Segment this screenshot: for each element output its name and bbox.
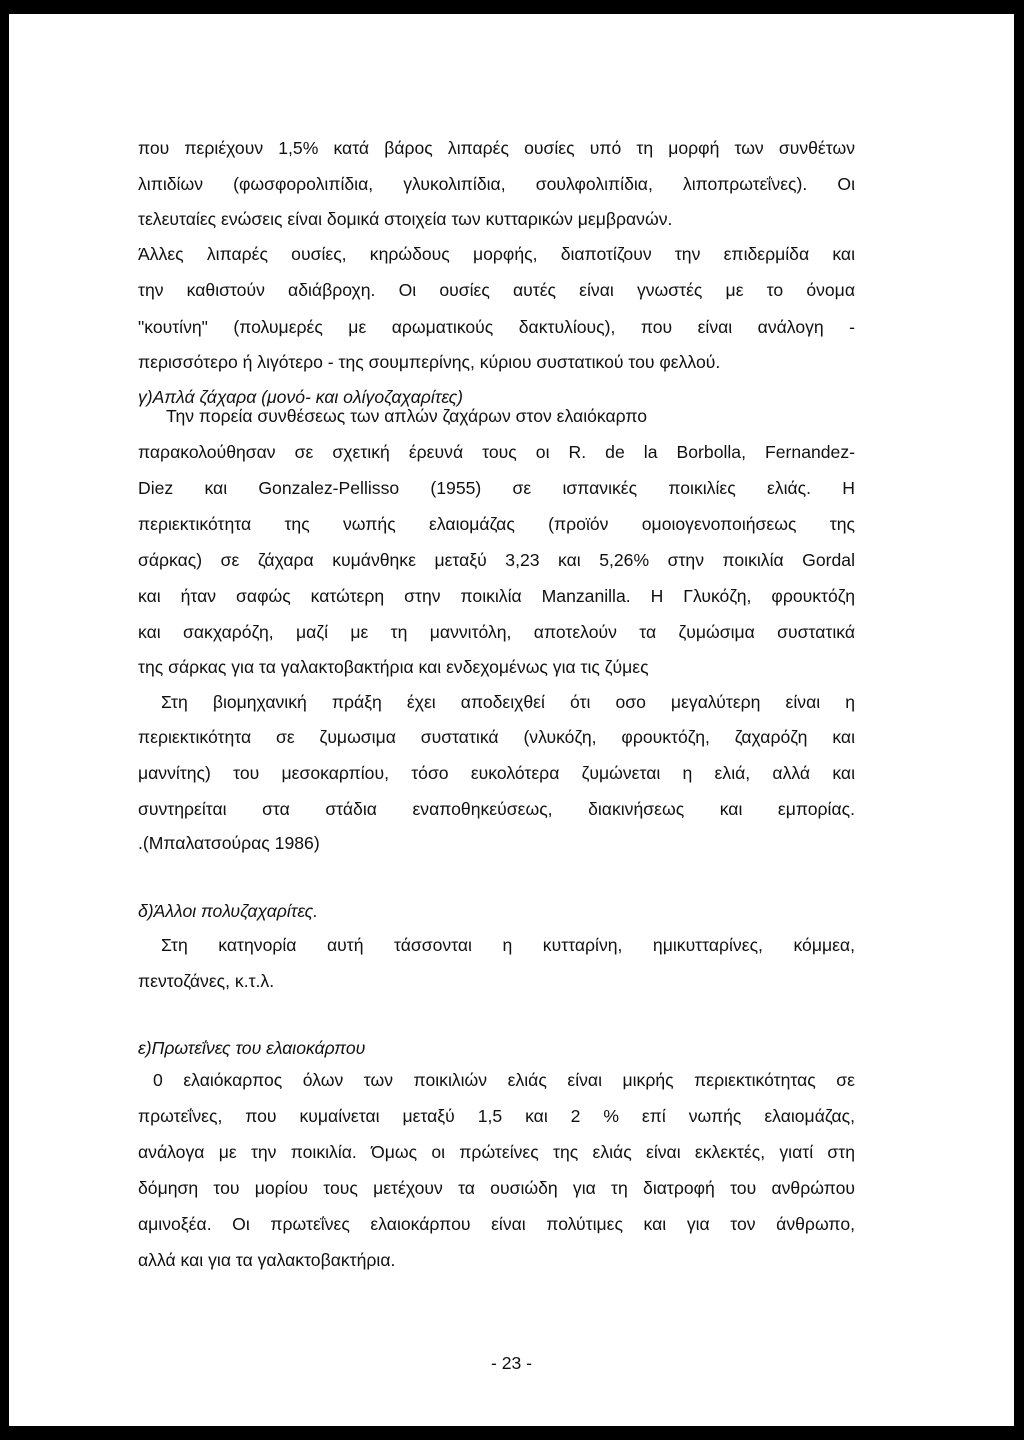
- text-line: της σάρκας για τα γαλακτοβακτήρια και ενδεχομένως για τις ζύμες: [138, 657, 649, 677]
- text-line: ανάλογα με την ποικιλία. Όμως οι πρώτείνες της ελιάς είναι εκλεκτές, γιατί στη: [138, 1142, 855, 1162]
- page-number: - 23 -: [490, 1353, 533, 1373]
- text-line: συντηρείται στα στάδια εναποθηκεύσεως, διακινήσεως και εμπορίας.: [138, 799, 855, 819]
- text-line: λιπιδίων (φωσφορολιπίδια, γλυκολιπίδια, σουλφολιπίδια, λιποπρωτεΐνες). Οι: [138, 174, 855, 194]
- text-line: περισσότερο ή λιγότερο - της σουμπερίνης, κύριου συστατικού του φελλού.: [138, 352, 721, 372]
- text-line: περιεκτικότητα της νωπής ελαιομάζας (προϊόν ομοιογενοποιήσεως της: [138, 514, 855, 534]
- text-line: παρακολούθησαν σε σχετική έρευνά τους οι R. de la Borbolla, Fernandez-: [138, 442, 855, 462]
- text-line: και σακχαρόζη, μαζί με τη μαννιτόλη, αποτελούν τα ζυμώσιμα συστατικά: [138, 622, 855, 642]
- section-heading-proteins: ε)Πρωτεΐνες του ελαιοκάρπου: [138, 1038, 366, 1058]
- text-line: περιεκτικότητα σε ζυμωσιμα συστατικά (νλυκόζη, φρουκτόζη, ζαχαρόζη και: [138, 727, 855, 747]
- text-line: Στη βιομηχανική πράξη έχει αποδειχθεί ότι οσο μεγαλύτερη είναι η: [161, 692, 855, 712]
- text-line: Την πορεία συνθέσεως των απλών ζαχάρων στον ελαιόκαρπο: [166, 406, 648, 426]
- citation: .(Μπαλατσούρας 1986): [138, 833, 320, 853]
- text-line: Diez και Gonzalez-Pellisso (1955) σε ισπανικές ποικιλίες ελιάς. Η: [138, 478, 855, 498]
- document-page: [9, 14, 1014, 1426]
- text-line: και ήταν σαφώς κατώτερη στην ποικιλία Manzanilla. Η Γλυκόζη, φρουκτόζη: [138, 586, 855, 606]
- text-line: 0 ελαιόκαρπος όλων των ποικιλιών ελιάς είναι μικρής περιεκτικότητας σε: [153, 1070, 855, 1090]
- text-line: πρωτεΐνες, που κυμαίνεται μεταξύ 1,5 και 2 % επί νωπής ελαιομάζας,: [138, 1106, 855, 1126]
- text-line: σάρκας) σε ζάχαρα κυμάνθηκε μεταξύ 3,23 και 5,26% στην ποικιλία Gordal: [138, 550, 855, 570]
- text-line: τελευταίες ενώσεις είναι δομικά στοιχεία των κυτταρικών μεμβρανών.: [138, 209, 673, 229]
- text-line: αλλά και για τα γαλακτοβακτήρια.: [138, 1250, 396, 1270]
- text-line: Στη κατηνορία αυτή τάσσονται η κυτταρίνη, ημικυτταρίνες, κόμμεα,: [161, 935, 855, 955]
- section-heading-other-polysaccharides: δ)Άλλοι πολυζαχαρίτες.: [138, 901, 319, 921]
- text-line: Άλλες λιπαρές ουσίες, κηρώδους μορφής, διαποτίζουν την επιδερμίδα και: [138, 244, 855, 264]
- text-line: πεντοζάνες, κ.τ.λ.: [138, 971, 275, 991]
- text-line: μαννίτης) του μεσοκαρπίου, τόσο ευκολότερα ζυμώνεται η ελιά, αλλά και: [138, 763, 855, 783]
- text-line: "κουτίνη" (πολυμερές με αρωματικούς δακτυλίους), που είναι ανάλογη -: [138, 317, 855, 337]
- text-line: αμινοξέα. Οι πρωτεΐνες ελαιοκάρπου είναι πολύτιμες και για τον άνθρωπο,: [138, 1214, 855, 1234]
- text-line: την καθιστούν αδιάβροχη. Οι ουσίες αυτές είναι γνωστές με το όνομα: [138, 280, 855, 300]
- text-line: δόμηση του μορίου τους μετέχουν τα ουσιώδη για τη διατροφή του ανθρώπου: [138, 1178, 855, 1198]
- section-heading-simple-sugars: γ)Απλά ζάχαρα (μονό- και ολίγοζαχαρίτες): [138, 387, 464, 407]
- text-line: που περιέχουν 1,5% κατά βάρος λιπαρές ουσίες υπό τη μορφή των συνθέτων: [138, 138, 855, 158]
